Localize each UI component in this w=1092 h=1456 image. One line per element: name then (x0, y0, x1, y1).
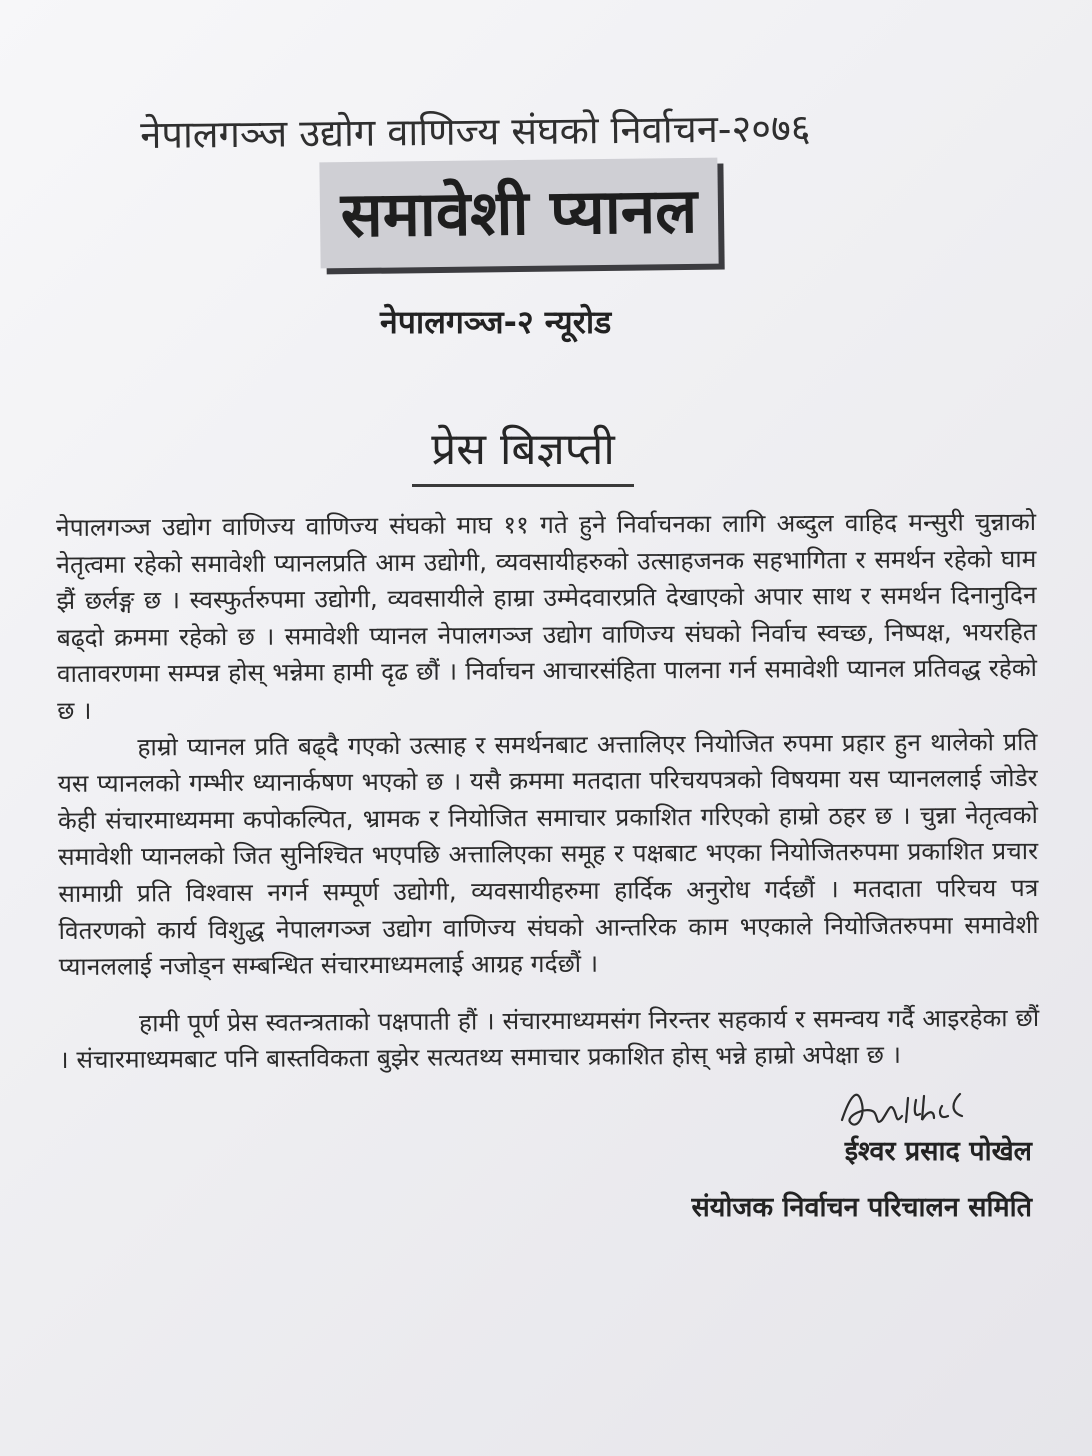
signer-name: ईश्वर प्रसाद पोखेल (844, 1136, 1032, 1167)
body-paragraph-2: हाम्रो प्यानल प्रति बढ्दै गएको उत्साह र समर्थनबाट अत्तालिएर नियोजित रुपमा प्रहार हुन थालेको प्रति यस प्यानलको गम्भीर ध्यानार्कषण भएको छ । यसै क्रममा मतदाता परिचयपत्रको विषयमा यस प्यानललाई जोडेर केही संचारमाध्यममा कपोकल्पित, भ्रामक र नियोजित समाचार प्रकाशित गरिएको हाम्रो ठहर छ । चुन्ना नेतृत्वको समावेशी प्यानलको जित सुनिश्चित भएपछि अत्तालिएका समूह र पक्षबाट भएका नियोजितरुपमा प्रकाशित प्रचार सामाग्री प्रति विश्वास नगर्न सम्पूर्ण उद्योगी, व्यवसायीहरुमा हार्दिक अनुरोध गर्दछौं । मतदाता परिचय पत्र वितरणको कार्य विशुद्ध नेपालगञ्ज उद्योग वाणिज्य संघको आन्तरिक काम भएकाले नियोजितरुपमा समावेशी प्यानललाई नजोड्न सम्बन्धित संचारमाध्यमलाई आग्रह गर्दछौं । (57, 726, 1039, 982)
panel-address: नेपालगञ्ज-२ न्यूरोड (380, 303, 612, 341)
press-release-title: प्रेस बिज्ञप्ती (412, 420, 634, 487)
press-release-body (56, 504, 1039, 1079)
panel-name-box (319, 158, 718, 269)
body-paragraph-1: नेपालगञ्ज उद्योग वाणिज्य वाणिज्य संघको माघ ११ गते हुने निर्वाचनका लागि अब्दुल वाहिद मन्सुरी चुन्नाको नेतृत्वमा रहेको समावेशी प्यानलप्रति आम उद्योगी, व्यवसायीहरुको उत्साहजनक सहभागिता र समर्थन रहेको घाम झैं छर्लङ्ग छ । स्वस्फुर्तरुपमा उद्योगी, व्यवसायीले हाम्रा उम्मेदवारप्रति देखाएको अपार साथ र समर्थन दिनानुदिन बढ्दो क्रममा रहेको छ । समावेशी प्यानल नेपालगञ्ज उद्योग वाणिज्य संघको निर्वाच स्वच्छ, निष्पक्ष, भयरहित वातावरणमा सम्पन्न होस् भन्नेमा हामी दृढ छौं । निर्वाचन आचारसंहिता पालना गर्न समावेशी प्यानल प्रतिवद्ध रहेको छ । (56, 507, 1038, 725)
panel-name: समावेशी प्यानल (340, 173, 698, 252)
body-paragraph-3: हामी पूर्ण प्रेस स्वतन्त्रताको पक्षपाती हौं । संचारमाध्यमसंग निरन्तर सहकार्य र समन्वय गर्दै आइरहेका छौं । संचारमाध्यमबाट पनि बास्तविकता बुझेर सत्यतथ्य समाचार प्रकाशित होस् भन्ने हाम्रो अपेक्षा छ । (59, 1002, 1040, 1075)
election-heading: नेपालगञ्ज उद्योग वाणिज्य संघको निर्वाचन-२०७६ (140, 105, 811, 157)
signer-role: संयोजक निर्वाचन परिचालन समिति (691, 1192, 1032, 1223)
handwritten-signature (836, 1076, 996, 1136)
